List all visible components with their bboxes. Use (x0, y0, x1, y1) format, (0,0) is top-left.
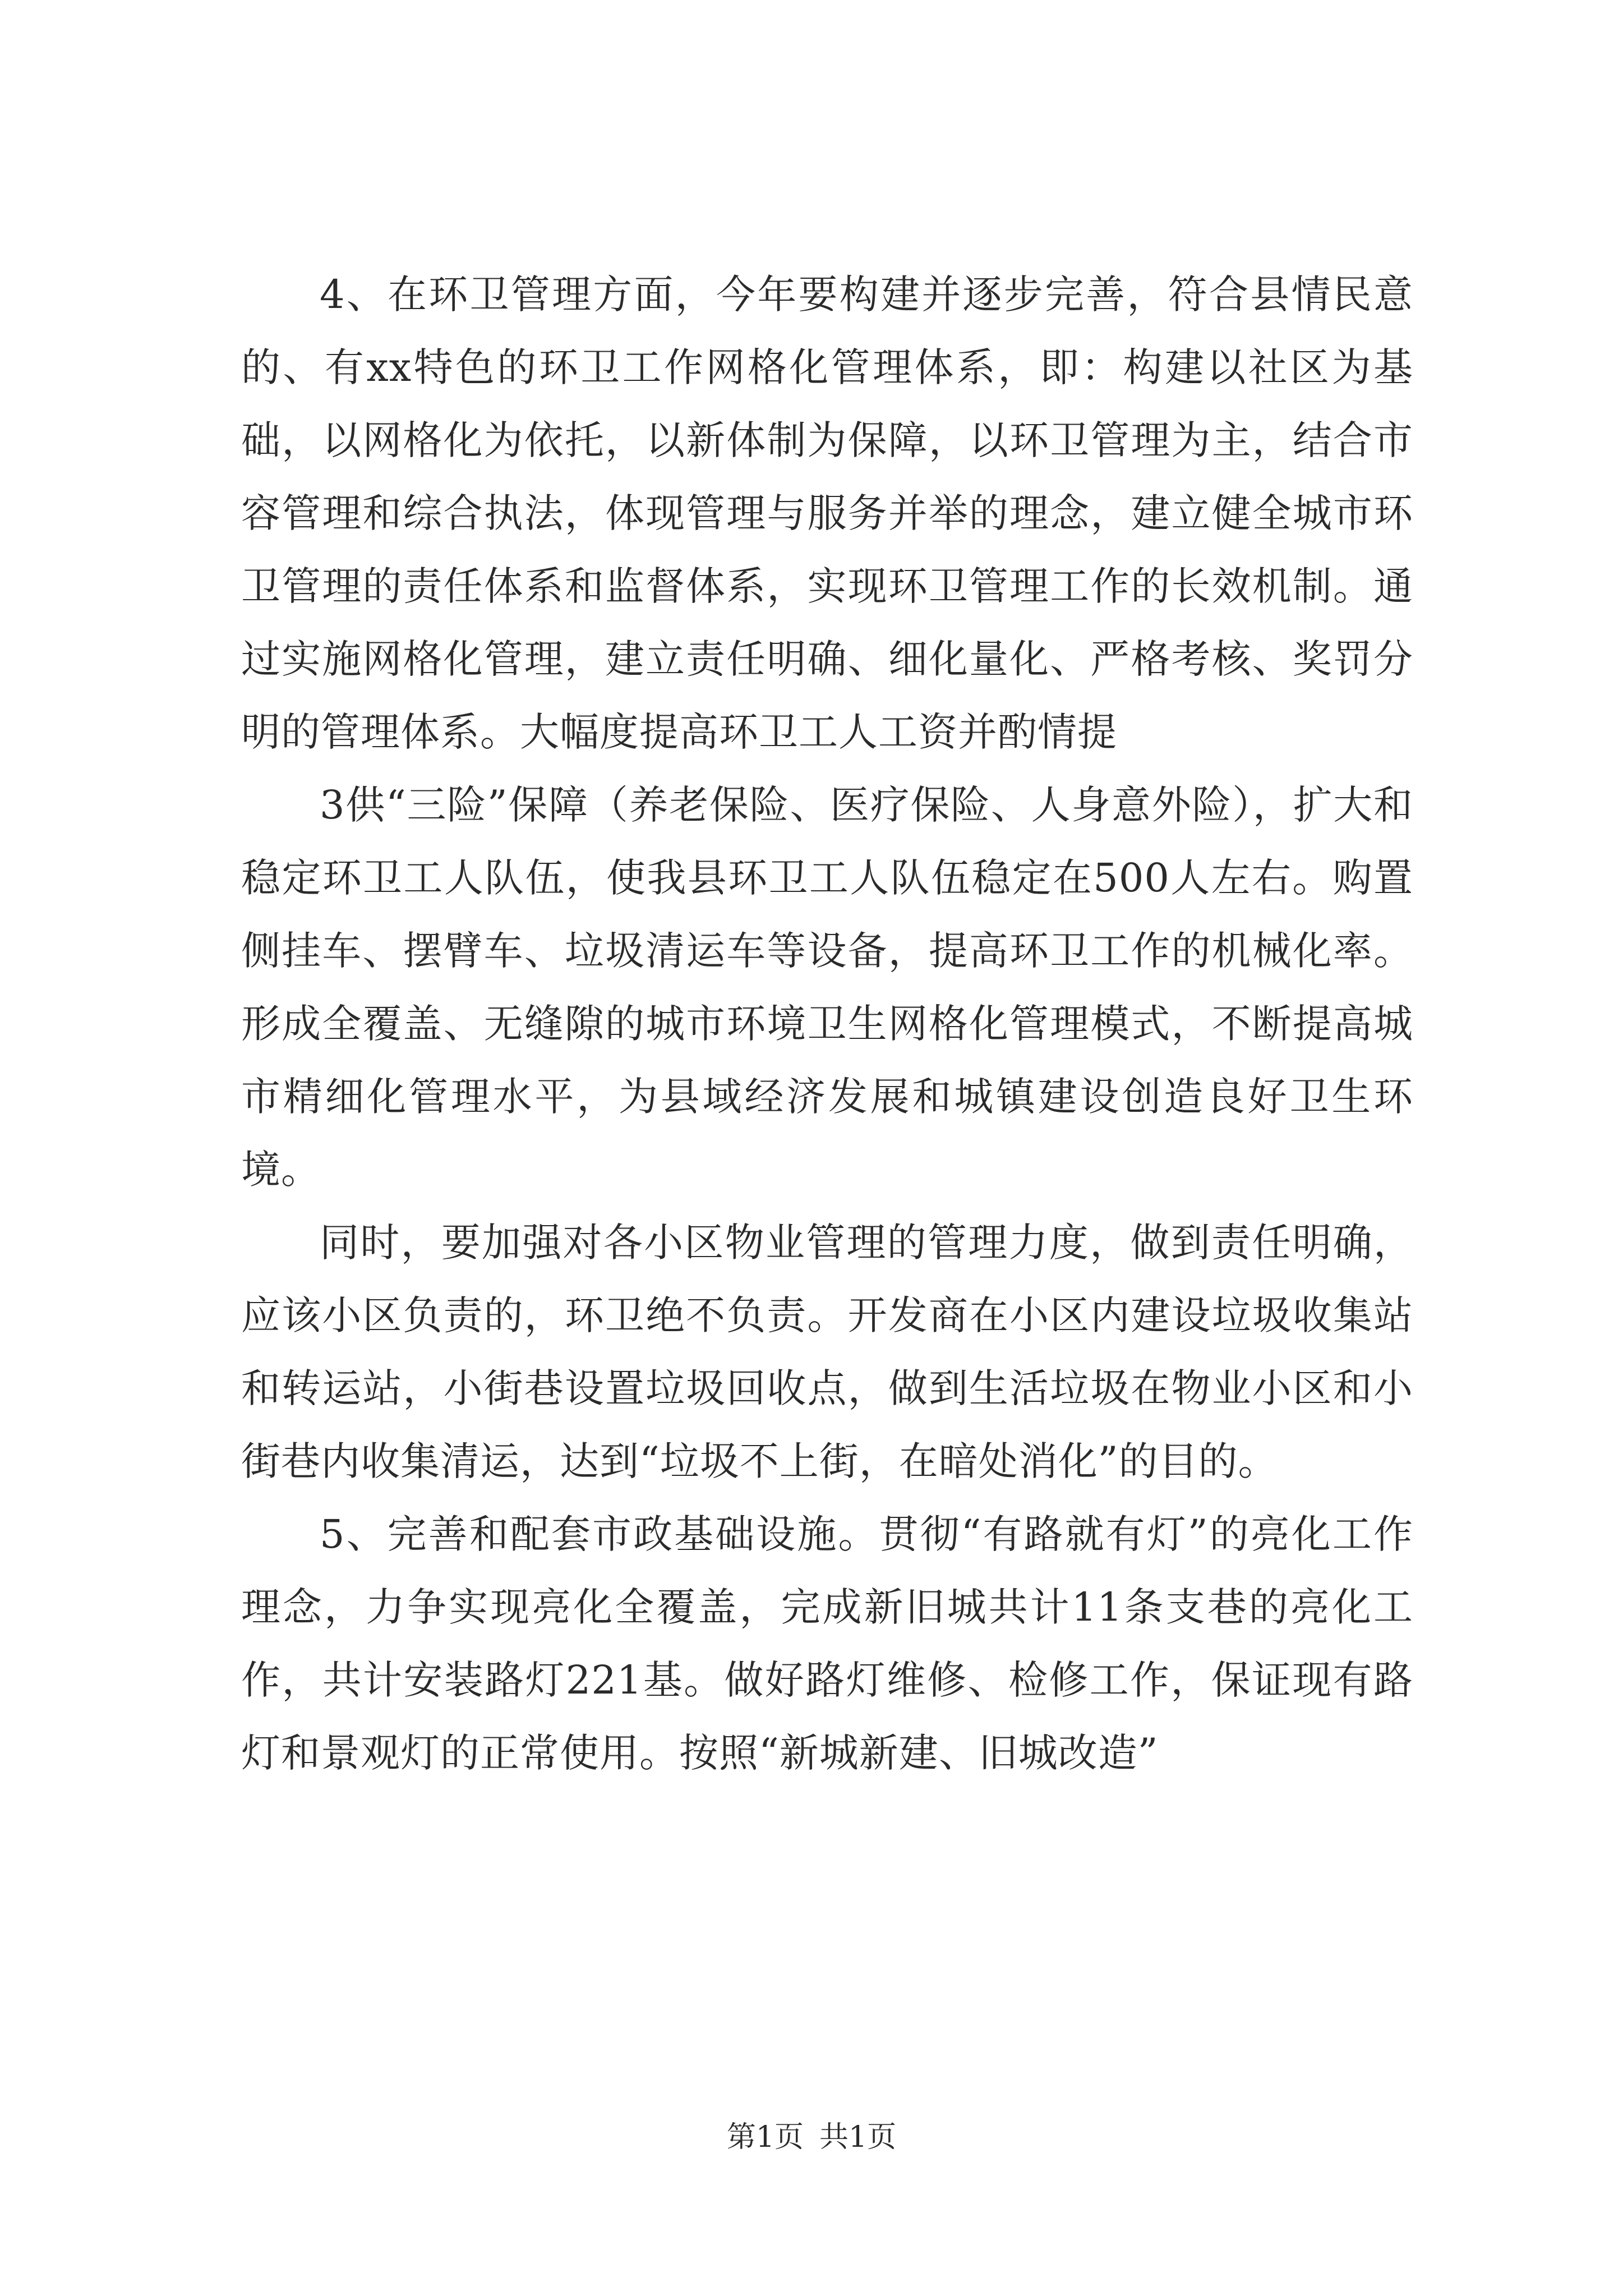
paragraph-insurance-and-workforce: 3供“三险”保障（养老保险、医疗保险、人身意外险），扩大和稳定环卫工人队伍，使我县环卫工人队伍稳定在500人左右。购置侧挂车、摆臂车、垃圾清运车等设备，提高环卫工作的机械化率。形成全覆盖、无缝隙的城市环境卫生网格化管理模式，不断提高城市精细化管理水平，为县域经济发展和城镇建设创造良好卫生环境。 (241, 782, 1413, 1193)
document-body (241, 258, 1413, 1789)
page-number-current: 第1页 (726, 2120, 804, 2154)
paragraph-property-management: 同时，要加强对各小区物业管理的管理力度，做到责任明确，应该小区负责的，环卫绝不负责。开发商在小区内建设垃圾收集站和转运站，小街巷设置垃圾回收点，做到生活垃圾在物业小区和小街巷内收集清运，达到“垃圾不上街，在暗处消化”的目的。 (241, 1220, 1413, 1484)
paragraph-municipal-infrastructure: 5、完善和配套市政基础设施。贯彻“有路就有灯”的亮化工作理念，力争实现亮化全覆盖，完成新旧城共计11条支巷的亮化工作，共计安装路灯221基。做好路灯维修、检修工作，保证现有路灯和景观灯的正常使用。按照“新城新建、旧城改造” (241, 1511, 1413, 1776)
page-number-total: 共1页 (819, 2120, 897, 2154)
page-footer (0, 2118, 1623, 2157)
paragraph-sanitation-management: 4、在环卫管理方面，今年要构建并逐步完善，符合县情民意的、有xx特色的环卫工作网格化管理体系，即：构建以社区为基础，以网格化为依托，以新体制为保障，以环卫管理为主，结合市容管理和综合执法，体现管理与服务并举的理念，建立健全城市环卫管理的责任体系和监督体系，实现环卫管理工作的长效机制。通过实施网格化管理，建立责任明确、细化量化、严格考核、奖罚分明的管理体系。大幅度提高环卫工人工资并酌情提 (241, 272, 1413, 755)
